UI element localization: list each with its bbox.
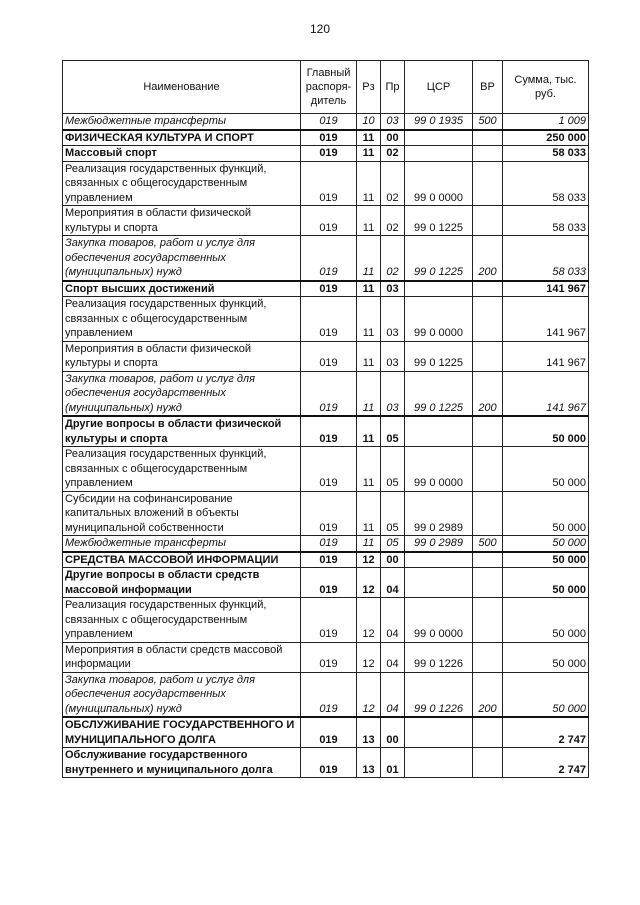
table-row bbox=[63, 447, 589, 492]
row-admin: 019 bbox=[301, 114, 357, 130]
row-name: Закупка товаров, работ и услуг для обеспечения государственных (муниципальных) нужд bbox=[63, 371, 301, 416]
row-vr bbox=[473, 748, 503, 778]
header-csr: ЦСР bbox=[405, 61, 473, 114]
row-csr: 99 0 1226 bbox=[405, 642, 473, 672]
table-row bbox=[63, 236, 589, 281]
row-rz: 13 bbox=[357, 717, 381, 748]
row-pr: 02 bbox=[381, 161, 405, 206]
row-rz: 11 bbox=[357, 371, 381, 416]
row-rz: 11 bbox=[357, 416, 381, 447]
row-sum: 50 000 bbox=[503, 447, 589, 492]
row-admin: 019 bbox=[301, 297, 357, 342]
table-row bbox=[63, 416, 589, 447]
row-rz: 11 bbox=[357, 447, 381, 492]
row-sum: 141 967 bbox=[503, 371, 589, 416]
row-pr: 03 bbox=[381, 371, 405, 416]
row-name: Реализация государственных функций, связанных с общегосударственным управлением bbox=[63, 297, 301, 342]
row-admin: 019 bbox=[301, 281, 357, 297]
row-sum: 2 747 bbox=[503, 717, 589, 748]
row-rz: 11 bbox=[357, 491, 381, 536]
row-sum: 50 000 bbox=[503, 568, 589, 598]
row-csr: 99 0 0000 bbox=[405, 598, 473, 643]
row-name: ФИЗИЧЕСКАЯ КУЛЬТУРА И СПОРТ bbox=[63, 130, 301, 146]
row-pr: 02 bbox=[381, 146, 405, 162]
row-vr: 200 bbox=[473, 672, 503, 717]
row-name: Закупка товаров, работ и услуг для обеспечения государственных (муниципальных) нужд bbox=[63, 236, 301, 281]
row-sum: 1 009 bbox=[503, 114, 589, 130]
row-admin: 019 bbox=[301, 447, 357, 492]
row-pr: 05 bbox=[381, 491, 405, 536]
row-pr: 04 bbox=[381, 568, 405, 598]
table-row bbox=[63, 552, 589, 568]
row-rz: 12 bbox=[357, 598, 381, 643]
row-name: Закупка товаров, работ и услуг для обеспечения государственных (муниципальных) нужд bbox=[63, 672, 301, 717]
row-vr bbox=[473, 161, 503, 206]
row-sum: 50 000 bbox=[503, 672, 589, 717]
row-csr bbox=[405, 552, 473, 568]
row-admin: 019 bbox=[301, 341, 357, 371]
table-row bbox=[63, 642, 589, 672]
row-sum: 50 000 bbox=[503, 642, 589, 672]
row-csr: 99 0 1935 bbox=[405, 114, 473, 130]
table-row bbox=[63, 717, 589, 748]
row-vr bbox=[473, 281, 503, 297]
row-vr bbox=[473, 598, 503, 643]
row-vr: 500 bbox=[473, 114, 503, 130]
row-sum: 141 967 bbox=[503, 341, 589, 371]
row-sum: 141 967 bbox=[503, 281, 589, 297]
row-vr bbox=[473, 552, 503, 568]
row-sum: 50 000 bbox=[503, 491, 589, 536]
row-name: Реализация государственных функций, связанных с общегосударственным управлением bbox=[63, 447, 301, 492]
row-name: Мероприятия в области физической культуры и спорта bbox=[63, 341, 301, 371]
row-vr bbox=[473, 146, 503, 162]
row-admin: 019 bbox=[301, 416, 357, 447]
row-rz: 11 bbox=[357, 281, 381, 297]
row-rz: 11 bbox=[357, 146, 381, 162]
row-admin: 019 bbox=[301, 130, 357, 146]
row-rz: 11 bbox=[357, 341, 381, 371]
row-name: Спорт высших достижений bbox=[63, 281, 301, 297]
table-row bbox=[63, 568, 589, 598]
row-csr: 99 0 2989 bbox=[405, 536, 473, 552]
row-name: Мероприятия в области средств массовой информации bbox=[63, 642, 301, 672]
row-name: Реализация государственных функций, связанных с общегосударственным управлением bbox=[63, 161, 301, 206]
row-name: Реализация государственных функций, связанных с общегосударственным управлением bbox=[63, 598, 301, 643]
header-vr: ВР bbox=[473, 61, 503, 114]
row-admin: 019 bbox=[301, 146, 357, 162]
row-csr bbox=[405, 416, 473, 447]
table-row bbox=[63, 672, 589, 717]
row-rz: 13 bbox=[357, 748, 381, 778]
row-vr bbox=[473, 491, 503, 536]
row-vr bbox=[473, 568, 503, 598]
table-row bbox=[63, 206, 589, 236]
row-admin: 019 bbox=[301, 161, 357, 206]
row-pr: 05 bbox=[381, 447, 405, 492]
row-vr bbox=[473, 341, 503, 371]
row-name: Субсидии на софинансирование капитальных вложений в объекты муниципальной собственности bbox=[63, 491, 301, 536]
header-pr: Пр bbox=[381, 61, 405, 114]
table-row bbox=[63, 341, 589, 371]
row-sum: 50 000 bbox=[503, 598, 589, 643]
row-csr: 99 0 2989 bbox=[405, 491, 473, 536]
table-row bbox=[63, 598, 589, 643]
table-row bbox=[63, 491, 589, 536]
row-rz: 11 bbox=[357, 130, 381, 146]
row-admin: 019 bbox=[301, 642, 357, 672]
row-admin: 019 bbox=[301, 568, 357, 598]
row-vr: 200 bbox=[473, 236, 503, 281]
table-row bbox=[63, 130, 589, 146]
row-admin: 019 bbox=[301, 371, 357, 416]
row-pr: 02 bbox=[381, 236, 405, 281]
row-sum: 50 000 bbox=[503, 552, 589, 568]
row-vr bbox=[473, 130, 503, 146]
row-admin: 019 bbox=[301, 536, 357, 552]
row-csr: 99 0 1225 bbox=[405, 341, 473, 371]
row-admin: 019 bbox=[301, 717, 357, 748]
table-row bbox=[63, 297, 589, 342]
row-name: Межбюджетные трансферты bbox=[63, 114, 301, 130]
row-vr bbox=[473, 416, 503, 447]
row-name: СРЕДСТВА МАССОВОЙ ИНФОРМАЦИИ bbox=[63, 552, 301, 568]
row-csr bbox=[405, 130, 473, 146]
table-row bbox=[63, 371, 589, 416]
row-pr: 00 bbox=[381, 552, 405, 568]
row-name: Массовый спорт bbox=[63, 146, 301, 162]
row-csr bbox=[405, 281, 473, 297]
row-sum: 250 000 bbox=[503, 130, 589, 146]
table-body bbox=[63, 114, 589, 778]
row-sum: 50 000 bbox=[503, 416, 589, 447]
row-admin: 019 bbox=[301, 206, 357, 236]
row-admin: 019 bbox=[301, 672, 357, 717]
header-name: Наименование bbox=[63, 61, 301, 114]
header-row bbox=[63, 61, 589, 114]
row-sum: 58 033 bbox=[503, 236, 589, 281]
row-pr: 03 bbox=[381, 341, 405, 371]
header-admin: Главный распоря-дитель bbox=[301, 61, 357, 114]
row-rz: 12 bbox=[357, 568, 381, 598]
table-row bbox=[63, 146, 589, 162]
row-name: Другие вопросы в области физической культуры и спорта bbox=[63, 416, 301, 447]
row-rz: 11 bbox=[357, 236, 381, 281]
row-rz: 11 bbox=[357, 297, 381, 342]
row-csr: 99 0 0000 bbox=[405, 447, 473, 492]
row-csr bbox=[405, 748, 473, 778]
row-rz: 11 bbox=[357, 206, 381, 236]
row-admin: 019 bbox=[301, 748, 357, 778]
row-sum: 50 000 bbox=[503, 536, 589, 552]
row-pr: 02 bbox=[381, 206, 405, 236]
row-name: Межбюджетные трансферты bbox=[63, 536, 301, 552]
row-sum: 141 967 bbox=[503, 297, 589, 342]
row-pr: 04 bbox=[381, 598, 405, 643]
header-rz: Рз bbox=[357, 61, 381, 114]
page-number: 120 bbox=[309, 22, 331, 36]
row-vr bbox=[473, 717, 503, 748]
table-row bbox=[63, 536, 589, 552]
row-name: Мероприятия в области физической культуры и спорта bbox=[63, 206, 301, 236]
row-name: Обслуживание государственного внутреннего и муниципального долга bbox=[63, 748, 301, 778]
row-pr: 03 bbox=[381, 281, 405, 297]
row-rz: 11 bbox=[357, 536, 381, 552]
row-csr: 99 0 0000 bbox=[405, 297, 473, 342]
row-pr: 05 bbox=[381, 416, 405, 447]
header-sum: Сумма, тыс. руб. bbox=[503, 61, 589, 114]
row-admin: 019 bbox=[301, 598, 357, 643]
row-sum: 58 033 bbox=[503, 161, 589, 206]
row-sum: 58 033 bbox=[503, 206, 589, 236]
row-csr bbox=[405, 568, 473, 598]
row-vr bbox=[473, 642, 503, 672]
row-pr: 01 bbox=[381, 748, 405, 778]
row-csr bbox=[405, 717, 473, 748]
row-vr: 200 bbox=[473, 371, 503, 416]
row-admin: 019 bbox=[301, 491, 357, 536]
table-row bbox=[63, 748, 589, 778]
row-pr: 00 bbox=[381, 717, 405, 748]
row-vr: 500 bbox=[473, 536, 503, 552]
row-admin: 019 bbox=[301, 552, 357, 568]
row-csr: 99 0 1225 bbox=[405, 206, 473, 236]
row-pr: 03 bbox=[381, 114, 405, 130]
table-row bbox=[63, 114, 589, 130]
row-vr bbox=[473, 297, 503, 342]
row-pr: 00 bbox=[381, 130, 405, 146]
row-rz: 12 bbox=[357, 552, 381, 568]
row-name: Другие вопросы в области средств массовой информации bbox=[63, 568, 301, 598]
row-csr: 99 0 0000 bbox=[405, 161, 473, 206]
row-name: ОБСЛУЖИВАНИЕ ГОСУДАРСТВЕННОГО И МУНИЦИПАЛЬНОГО ДОЛГА bbox=[63, 717, 301, 748]
row-pr: 05 bbox=[381, 536, 405, 552]
row-rz: 12 bbox=[357, 642, 381, 672]
row-rz: 11 bbox=[357, 161, 381, 206]
row-csr: 99 0 1226 bbox=[405, 672, 473, 717]
row-pr: 04 bbox=[381, 642, 405, 672]
row-vr bbox=[473, 447, 503, 492]
row-csr bbox=[405, 146, 473, 162]
row-pr: 03 bbox=[381, 297, 405, 342]
row-sum: 58 033 bbox=[503, 146, 589, 162]
row-rz: 10 bbox=[357, 114, 381, 130]
row-vr bbox=[473, 206, 503, 236]
row-admin: 019 bbox=[301, 236, 357, 281]
budget-table bbox=[62, 60, 589, 778]
row-sum: 2 747 bbox=[503, 748, 589, 778]
row-pr: 04 bbox=[381, 672, 405, 717]
row-csr: 99 0 1225 bbox=[405, 371, 473, 416]
table-row bbox=[63, 281, 589, 297]
table-row bbox=[63, 161, 589, 206]
row-csr: 99 0 1225 bbox=[405, 236, 473, 281]
row-rz: 12 bbox=[357, 672, 381, 717]
